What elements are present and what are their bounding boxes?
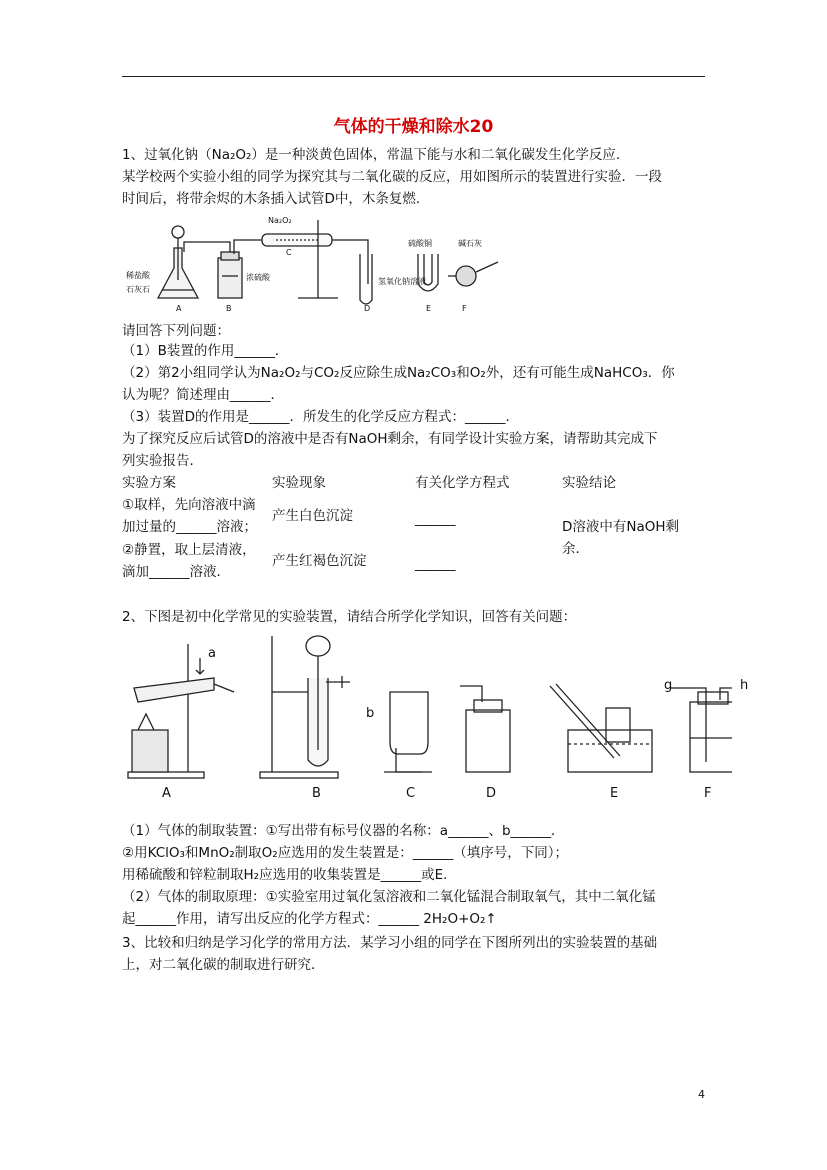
q1-part-1: （1）B装置的作用______． xyxy=(122,343,289,359)
label-fig1-f: F xyxy=(462,304,467,313)
q3-line-1: 3、比较和归纳是学习化学的常用方法．某学习小组的同学在下图所列出的实验装置的基础 xyxy=(122,935,658,951)
label-fig2-c: C xyxy=(406,786,416,801)
table-header-equation: 有关化学方程式 xyxy=(415,475,510,491)
table-row2-plan-a: ②静置，取上层清液， xyxy=(122,542,256,558)
label-c: C xyxy=(286,248,292,257)
label-fig2-e: E xyxy=(610,786,619,801)
q1-intro-3: 时间后，将带余烬的木条插入试管D中，木条复燃． xyxy=(122,191,430,207)
label-soda: 碱石灰 xyxy=(458,239,482,248)
q2-part-4: （2）气体的制取原理：①实验室用过氧化氢溶液和二氧化锰混合制取氧气，其中二氧化锰 xyxy=(122,889,656,905)
table-header-observation: 实验现象 xyxy=(272,475,326,491)
table-row1-observation: 产生白色沉淀 xyxy=(272,508,353,524)
q1-apparatus-drawing xyxy=(122,214,522,318)
q2-part-1: （1）气体的制取装置：①写出带有标号仪器的名称：a______、b______． xyxy=(122,823,565,839)
q2-part-2: ②用KClO₃和MnO₂制取O₂应选用的发生装置是：______（填序号，下同）； xyxy=(122,845,568,861)
q1-part-2b: 认为呢？简述理由______． xyxy=(122,387,284,403)
label-fig1-b: B xyxy=(226,304,232,313)
table-row1-plan-b: 加过量的______溶液； xyxy=(122,519,257,535)
q2-intro: 2、下图是初中化学常见的实验装置，请结合所学化学知识，回答有关问题： xyxy=(122,609,577,625)
q1-part-3: （3）装置D的作用是______．所发生的化学反应方程式：______． xyxy=(122,409,519,425)
q2-part-5: 起______作用，请写出反应的化学方程式：______ 2H₂O+O₂↑ xyxy=(122,911,497,927)
q1-intro-1: 1、过氧化钠（Na₂O₂）是一种淡黄色固体，常温下能与水和二氧化碳发生化学反应． xyxy=(122,147,630,163)
label-a: a xyxy=(208,646,216,661)
table-row2-observation: 产生红褐色沉淀 xyxy=(272,553,367,569)
table-conclusion-2: 余． xyxy=(562,541,589,557)
label-fig1-d: D xyxy=(364,304,371,313)
label-fig1-e: E xyxy=(426,304,432,313)
table-conclusion-1: D溶液中有NaOH剩 xyxy=(562,519,680,535)
header-rule xyxy=(122,76,705,77)
page-title: 气体的干燥和除水20 xyxy=(333,117,494,137)
label-fig2-d: D xyxy=(486,786,497,801)
label-fig2-a: A xyxy=(162,786,171,801)
label-b: b xyxy=(366,706,375,721)
label-naoh: 氢氧化钠溶液 xyxy=(378,277,426,286)
table-row2-equation: ______ xyxy=(415,556,456,572)
table-header-plan: 实验方案 xyxy=(122,475,176,491)
label-acid: 稀盐酸 xyxy=(126,271,150,280)
table-row1-plan-a: ①取样，先向溶液中滴 xyxy=(122,497,256,513)
q1-part-2a: （2）第2小组同学认为Na₂O₂与CO₂反应除生成Na₂CO₃和O₂外，还有可能生成NaHCO₃．你 xyxy=(122,365,675,381)
label-cacl2: 硫酸铜 xyxy=(408,239,432,248)
q2-part-3: 用稀硫酸和锌粒制取H₂应选用的收集装置是______或E． xyxy=(122,867,457,883)
page-number: 4 xyxy=(698,1088,705,1101)
q1-part-4b: 列实验报告． xyxy=(122,453,203,469)
q1-intro-2: 某学校两个实验小组的同学为探究其与二氧化碳的反应，用如图所示的装置进行实验．一段 xyxy=(122,169,662,185)
q1-apparatus-figure xyxy=(122,214,522,318)
label-fig2-b: B xyxy=(312,786,321,801)
label-na2o2: Na₂O₂ xyxy=(268,216,292,225)
label-h2so4: 浓硫酸 xyxy=(246,273,270,282)
q1-ask: 请回答下列问题： xyxy=(122,323,230,339)
label-stone: 石灰石 xyxy=(126,285,150,294)
label-g: g xyxy=(664,678,673,693)
q3-line-2: 上，对二氧化碳的制取进行研究． xyxy=(122,957,325,973)
q2-apparatus-figure xyxy=(122,630,749,810)
label-h: h xyxy=(740,678,749,693)
table-row2-plan-b: 滴加______溶液． xyxy=(122,564,230,580)
table-row1-equation: ______ xyxy=(415,511,456,527)
table-header-conclusion: 实验结论 xyxy=(562,475,616,491)
label-fig2-f: F xyxy=(704,786,712,801)
q1-part-4a: 为了探究反应后试管D的溶液中是否有NaOH剩余，有同学设计实验方案，请帮助其完成下 xyxy=(122,431,658,447)
label-fig1-a: A xyxy=(176,304,182,313)
